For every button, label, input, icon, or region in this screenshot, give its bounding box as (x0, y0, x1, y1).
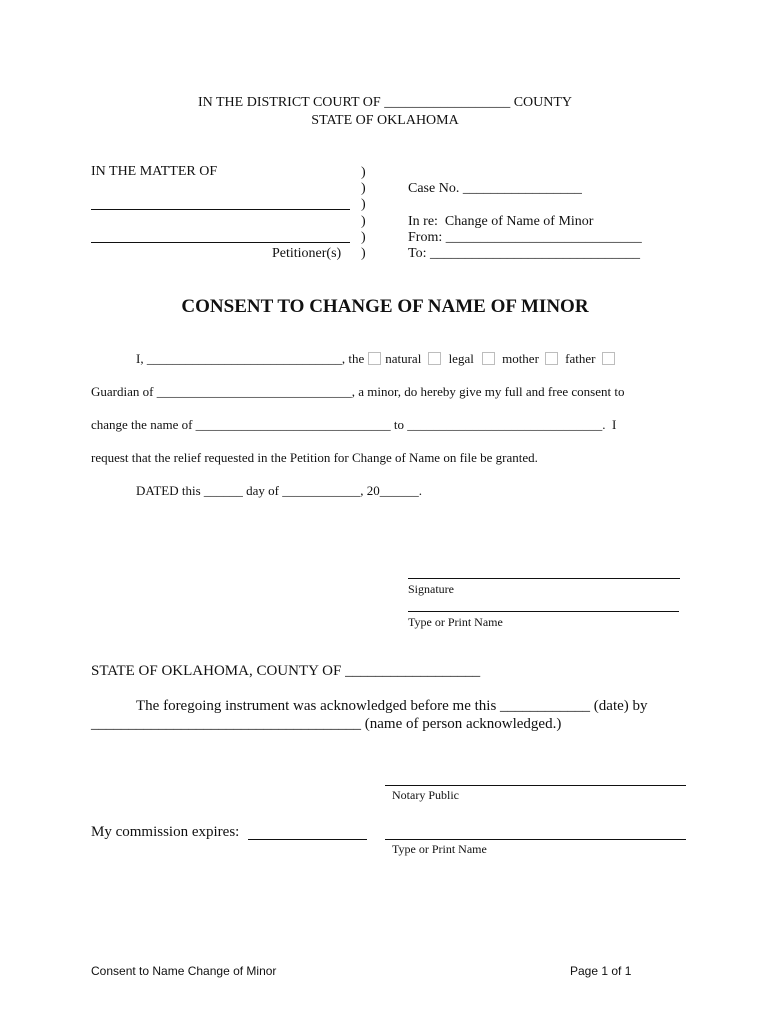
notary-public-label: Notary Public (392, 788, 459, 802)
notary-print-name-label: Type or Print Name (392, 842, 487, 856)
commission-date-line (248, 839, 367, 840)
guardian-line: Guardian of ______________________________, a minor, do hereby give my full and free consent to (91, 384, 625, 399)
commission-label: My commission expires: (91, 824, 240, 840)
paren: ) (361, 214, 366, 229)
acknowledgment-line-2: ____________________________________ (name of person acknowledged.) (91, 716, 562, 732)
request-line: request that the relief requested in the Petition for Change of Name on file be granted. (91, 450, 538, 465)
legal-checkbox[interactable] (428, 352, 441, 365)
dated-line: DATED this ______ day of ____________, 20______. (136, 483, 422, 498)
change-name-line: change the name of ______________________________ to ______________________________. I (91, 417, 617, 432)
consent-name-text: I, ______________________________, the (136, 351, 365, 366)
to-line: To: ______________________________ (408, 246, 640, 261)
paren: ) (361, 165, 366, 180)
paren: ) (361, 246, 366, 261)
court-line: IN THE DISTRICT COURT OF __________________ COUNTY (197, 95, 573, 110)
print-name-label: Type or Print Name (408, 615, 503, 629)
mother-label: mother (502, 351, 539, 366)
petitioner-name-line-2 (91, 242, 350, 243)
footer-title: Consent to Name Change of Minor (91, 964, 277, 978)
acknowledgment-line-1: The foregoing instrument was acknowledged before me this ____________ (date) by (136, 698, 648, 714)
consent-line-1 (136, 351, 619, 367)
father-label: father (565, 351, 596, 366)
paren: ) (361, 197, 366, 212)
print-name-line (408, 611, 679, 612)
page-title: CONSENT TO CHANGE OF NAME OF MINOR (181, 296, 589, 317)
natural-label: natural (385, 351, 422, 366)
father-checkbox[interactable] (545, 352, 558, 365)
signature-label: Signature (408, 582, 454, 596)
in-re-line: In re: Change of Name of Minor (408, 214, 594, 229)
paren: ) (361, 181, 366, 196)
state-line: STATE OF OKLAHOMA (311, 113, 459, 128)
from-line: From: ____________________________ (408, 230, 642, 245)
notary-county-line: STATE OF OKLAHOMA, COUNTY OF __________________ (91, 663, 481, 679)
notary-print-line (385, 839, 686, 840)
natural-checkbox[interactable] (368, 352, 381, 365)
petitioner-name-line-1 (91, 209, 350, 210)
petitioner-label: Petitioner(s) (272, 246, 342, 261)
notary-signature-line (385, 785, 686, 786)
mother-checkbox[interactable] (482, 352, 495, 365)
signature-line (408, 578, 680, 579)
case-number: Case No. _________________ (408, 181, 582, 196)
page-number: Page 1 of 1 (570, 964, 632, 978)
paren: ) (361, 230, 366, 245)
matter-label: IN THE MATTER OF (91, 164, 218, 179)
legal-label: legal (448, 351, 474, 366)
guardian-checkbox[interactable] (602, 352, 615, 365)
